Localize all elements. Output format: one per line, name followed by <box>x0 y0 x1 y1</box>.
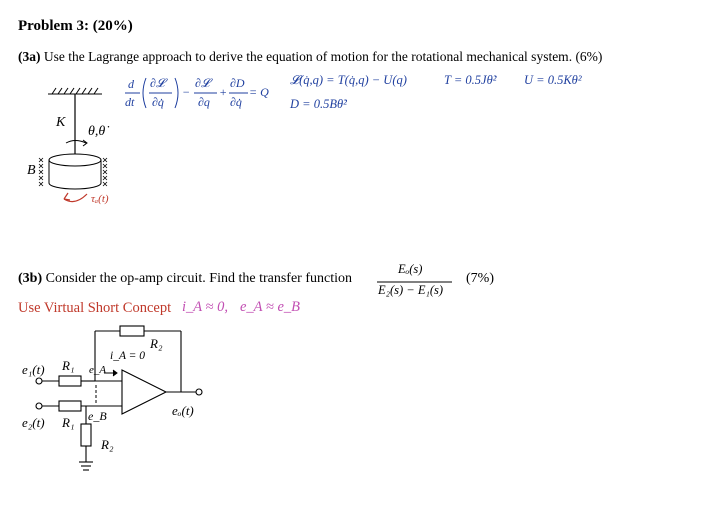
problem-title: Problem 3: (20%) <box>18 18 133 34</box>
lagrangian-definition: 𝓛(q̇,q) = T(q̇,q) − U(q) <box>290 73 407 87</box>
circuit-eo-label: eₒ(t) <box>172 403 194 418</box>
lagrange-dqdot-2: ∂q̇ <box>230 95 242 109</box>
spring-k-label: K <box>56 115 66 130</box>
tf-denominator: E₂(s) − E₁(s) <box>378 283 444 297</box>
lagrange-dD: ∂D <box>230 76 245 90</box>
circuit-e2-label: e₂(t) <box>22 415 45 430</box>
current-arrow-icon <box>104 370 117 376</box>
lagrange-fraction-lines <box>125 78 248 108</box>
theta-label: θ,θ̇ <box>88 124 106 139</box>
lagrange-minus: − <box>182 85 191 99</box>
part-b-text: Consider the op-amp circuit. Find the transfer function <box>45 271 352 286</box>
part-b-label: (3b) <box>18 271 43 286</box>
rotation-arrow-icon <box>66 141 86 144</box>
damper-b-label: B <box>27 163 36 178</box>
circuit-eb-label: e_B <box>88 409 107 423</box>
lagrange-dq: ∂q <box>198 95 210 109</box>
dissipation-function: D = 0.5Bθ̇² <box>290 97 347 111</box>
lagrange-dt: dt <box>125 95 135 109</box>
part-b-points: (7%) <box>466 271 494 286</box>
opamp-circuit <box>36 326 202 470</box>
circuit-e1-label: e₁(t) <box>22 362 45 377</box>
circuit-r2-top: R₂ <box>150 336 163 351</box>
circuit-ea-label: e_A <box>89 364 107 376</box>
part-a-text: Use the Lagrange approach to derive the equation of motion for the rotational mechanical system. <box>43 49 573 64</box>
lagrange-dL-2: ∂𝓛 <box>195 76 210 90</box>
circuit-r2-bottom: R₂ <box>101 437 114 452</box>
potential-energy: U = 0.5Kθ² <box>524 73 582 87</box>
fixed-wall <box>48 88 102 94</box>
lagrange-dL-1: ∂𝓛 <box>150 76 165 90</box>
lagrange-rhs: = Q <box>249 85 269 99</box>
lagrange-plus: + <box>219 85 228 99</box>
virtual-short-eq2: e_A ≈ e_B <box>240 299 301 315</box>
circuit-r1-top: R₁ <box>62 358 75 373</box>
part-a-label: (3a) <box>18 49 41 64</box>
kinetic-energy: T = 0.5Jθ̇² <box>444 73 497 87</box>
torque-label: τₐ(t) <box>91 193 109 205</box>
inertia-disk <box>49 154 101 189</box>
torque-arrow-icon <box>64 193 87 202</box>
virtual-short-text: Use Virtual Short Concept <box>18 300 172 316</box>
part-a-points: (6%) <box>575 49 603 64</box>
circuit-ia-label: i_A = 0 <box>110 350 146 362</box>
circuit-r1-bottom: R₁ <box>62 415 75 430</box>
lagrange-d: d <box>128 77 134 91</box>
tf-numerator: Eₒ(s) <box>398 262 423 276</box>
virtual-short-eq1: i_A ≈ 0, <box>182 299 228 315</box>
lagrange-dqdot-1: ∂q̇ <box>152 95 164 109</box>
